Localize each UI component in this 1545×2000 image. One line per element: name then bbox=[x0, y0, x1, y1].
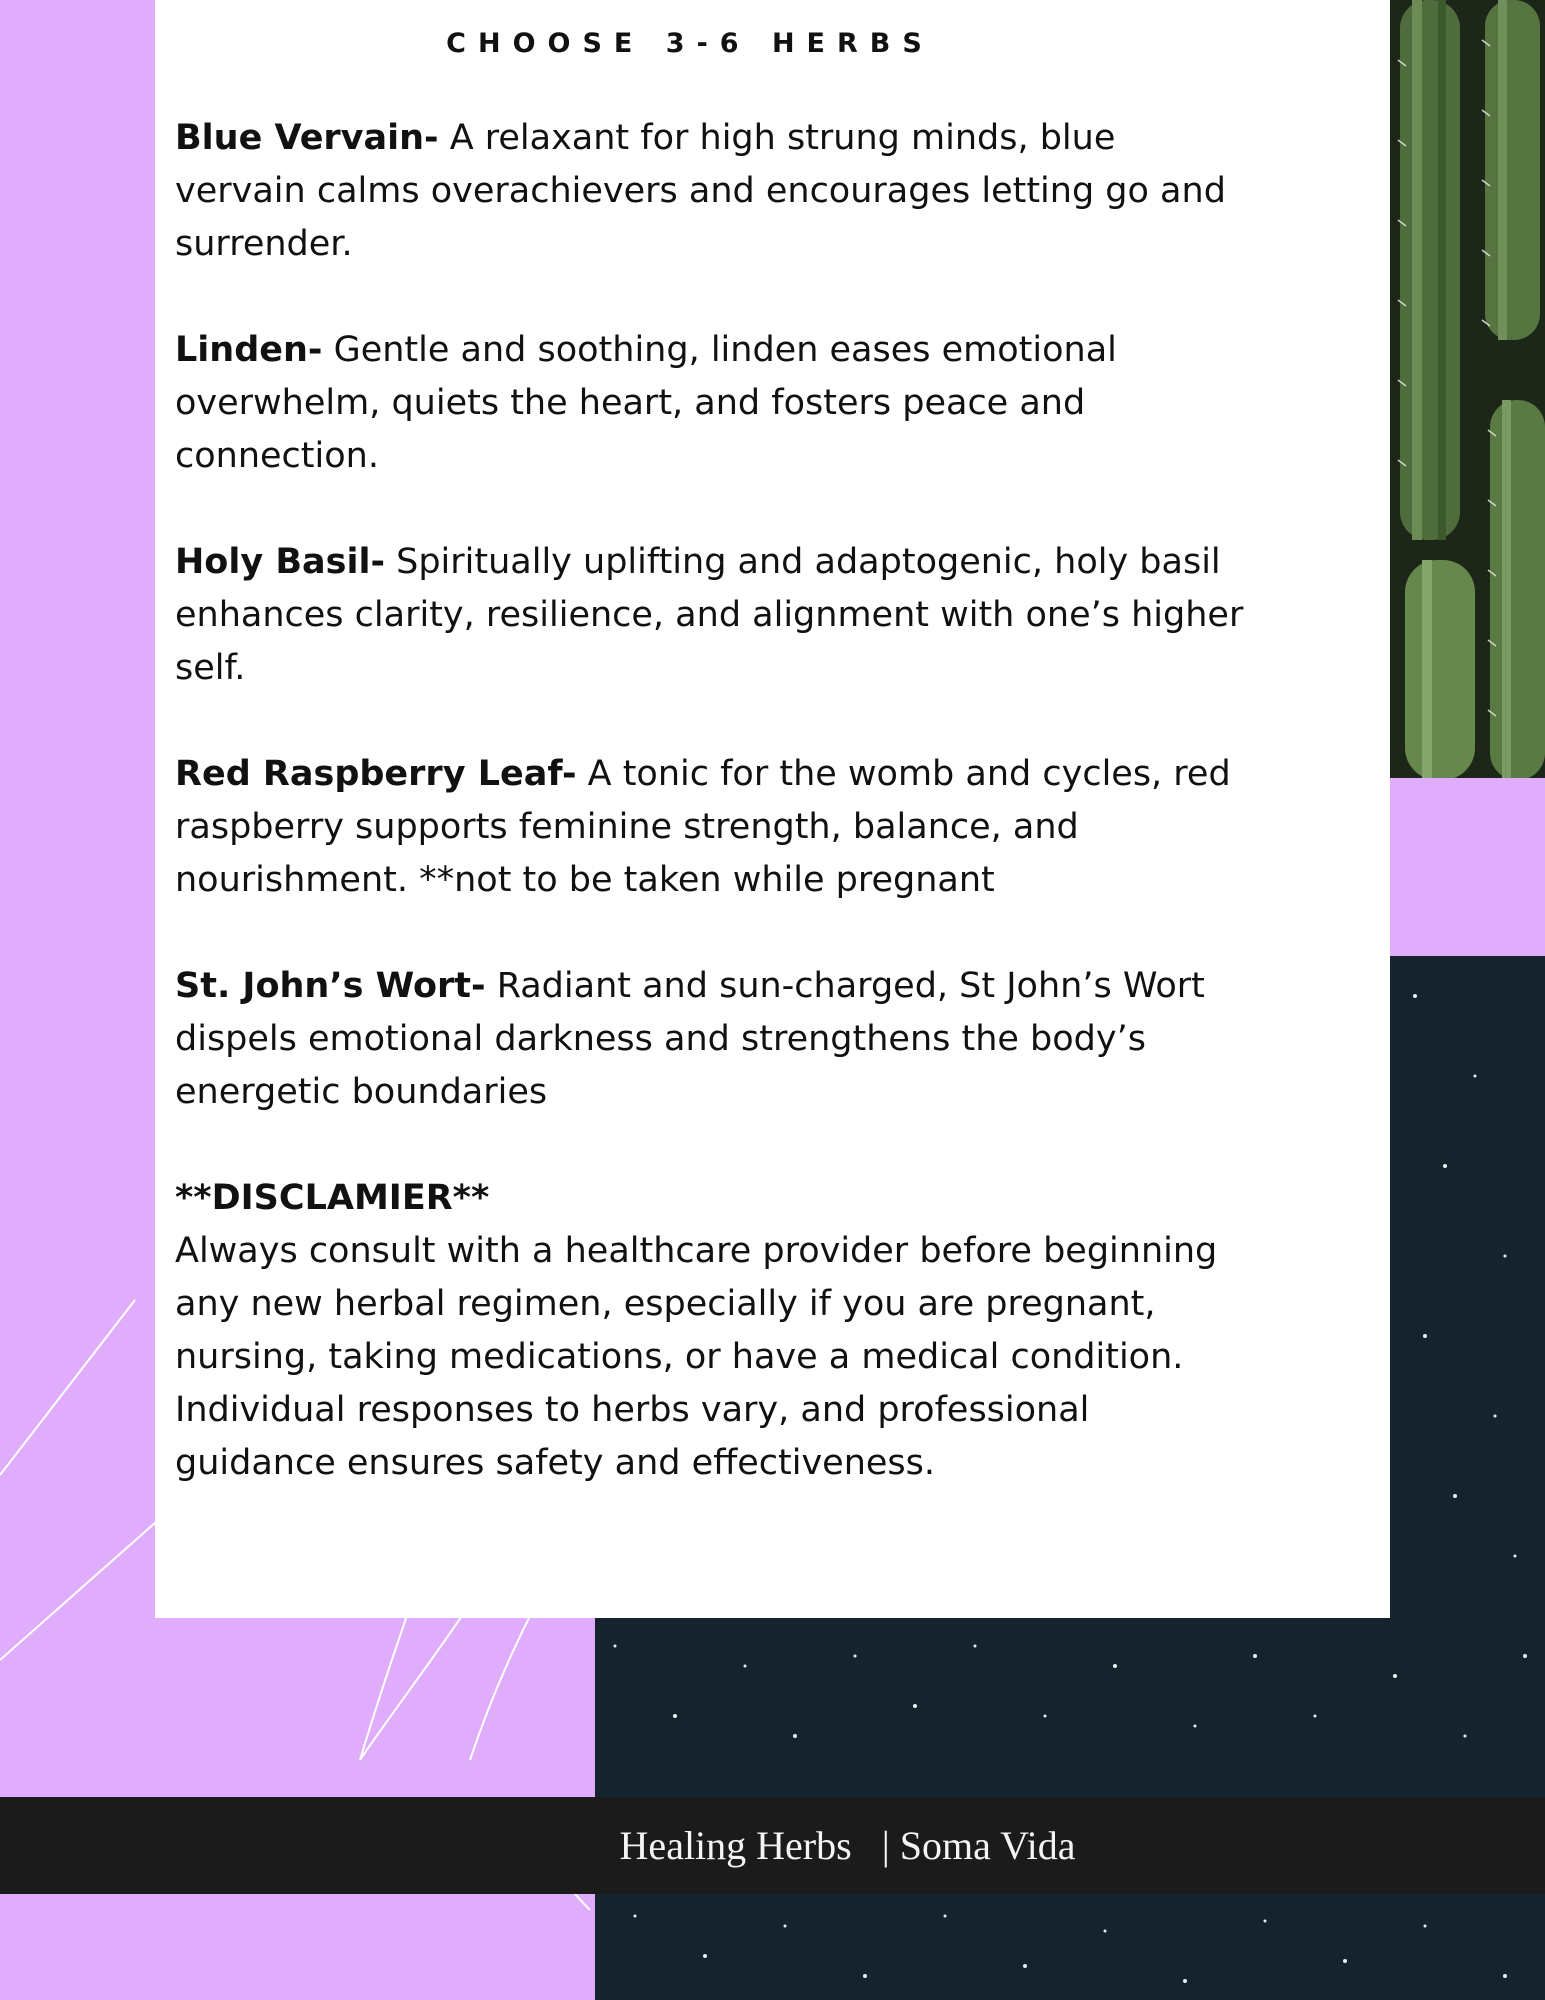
herb-description: Radiant and sun-charged, St John’s Wort dispels emotional darkness and strengthens the body’s energetic boundaries bbox=[175, 966, 1205, 1112]
herb-name: Red Raspberry Leaf- bbox=[175, 754, 577, 794]
herb-name: St. John’s Wort- bbox=[175, 966, 486, 1006]
footer-text: Healing Herbs | Soma Vida bbox=[619, 1823, 1076, 1868]
footer-bar bbox=[0, 1797, 1545, 1894]
herb-description: Gentle and soothing, linden eases emotional overwhelm, quiets the heart, and fosters peace and connection. bbox=[175, 330, 1117, 476]
herb-entry-linden bbox=[175, 324, 1255, 483]
herb-name: Blue Vervain- bbox=[175, 118, 439, 158]
herb-entry-red-raspberry-leaf bbox=[175, 748, 1255, 907]
herb-description: A tonic for the womb and cycles, red raspberry supports feminine strength, balance, and nourishment. **not to be taken while pregnant bbox=[175, 754, 1231, 900]
herb-entry-st-johns-wort bbox=[175, 960, 1255, 1119]
lavender-block bbox=[1390, 778, 1545, 956]
herb-description: Spiritually uplifting and adaptogenic, holy basil enhances clarity, resilience, and alignment with one’s higher self. bbox=[175, 542, 1244, 688]
page-heading: CHOOSE 3-6 HERBS bbox=[446, 28, 934, 59]
content-card bbox=[155, 0, 1390, 1618]
disclaimer-title: **DISCLAMIER** bbox=[175, 1178, 490, 1218]
herb-description: A relaxant for high strung minds, blue vervain calms overachievers and encourages letting go and surrender. bbox=[175, 118, 1226, 264]
cactus-photo bbox=[1390, 0, 1545, 778]
herb-name: Holy Basil- bbox=[175, 542, 385, 582]
herb-entry-holy-basil bbox=[175, 536, 1255, 695]
disclaimer-section bbox=[175, 1172, 1255, 1490]
herb-entry-blue-vervain bbox=[175, 112, 1255, 271]
herb-name: Linden- bbox=[175, 330, 323, 370]
disclaimer-text: Always consult with a healthcare provider before beginning any new herbal regimen, especially if you are pregnant, nursing, taking medications, or have a medical condition. Individual responses to herbs vary, and professional guidance ensures safety and effectiveness. bbox=[175, 1231, 1218, 1483]
